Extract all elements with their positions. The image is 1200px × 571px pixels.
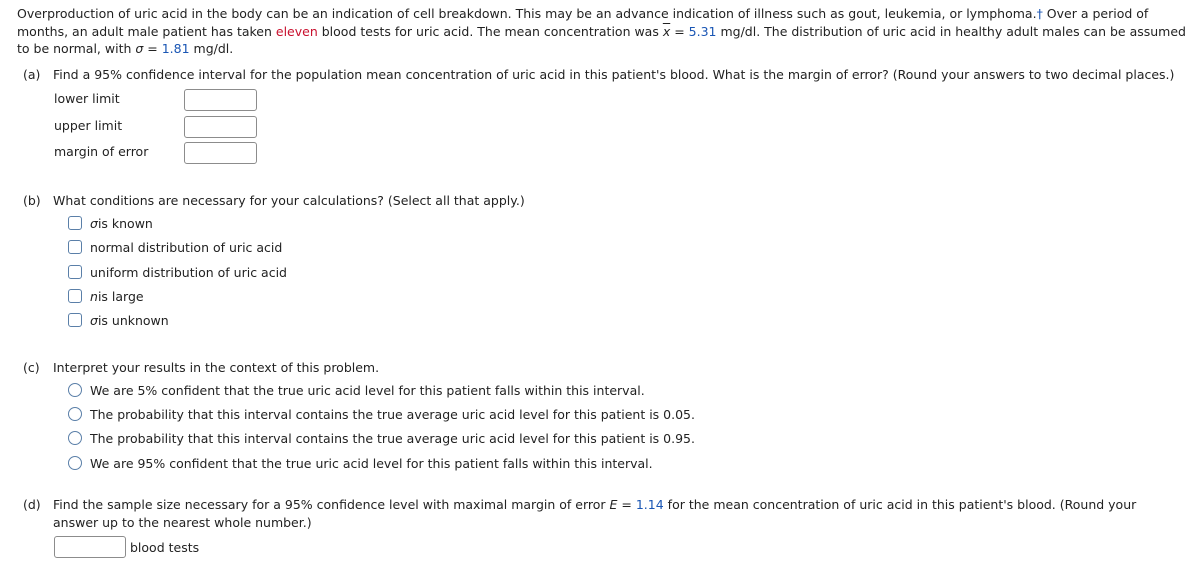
part-c-question: (c) Interpret your results in the context of this problem. bbox=[23, 360, 380, 375]
blood-tests-unit: blood tests bbox=[130, 539, 200, 555]
interpretation-option-4[interactable]: We are 95% confident that the true uric acid level for this patient falls within this interval. bbox=[68, 454, 653, 472]
condition-uniform-distribution[interactable]: uniform distribution of uric acid bbox=[68, 263, 287, 281]
mean-value: 5.31 bbox=[688, 23, 717, 39]
lower-limit-label: lower limit bbox=[54, 91, 120, 106]
upper-limit-input[interactable] bbox=[184, 116, 257, 138]
condition-sigma-known[interactable]: σ is known bbox=[68, 214, 153, 232]
interpretation-option-3[interactable]: The probability that this interval contains the true average uric acid level for this patient is 0.95. bbox=[68, 429, 695, 447]
checkbox[interactable] bbox=[68, 313, 82, 327]
checkbox[interactable] bbox=[68, 216, 82, 230]
condition-sigma-unknown[interactable]: σ is unknown bbox=[68, 311, 169, 329]
footnote-dagger[interactable]: † bbox=[1036, 6, 1043, 21]
interpretation-option-1[interactable]: We are 5% confident that the true uric acid level for this patient falls within this interval. bbox=[68, 381, 645, 399]
problem-intro: Overproduction of uric acid in the body can be an indication of cell breakdown. This may be an advance indication of illness such as gout, leukemia, or lymphoma.† Over a period of months, an adult male patient has taken eleven blood tests for uric acid. The mean concentration was $\overline{x} = 5.31$ mg/dl. The distribution of uric acid in healthy adult males can be assumed to be normal, with σ = 1.81 mg/dl. bbox=[17, 6, 1186, 56]
test-count: eleven bbox=[275, 23, 318, 39]
lower-limit-input[interactable] bbox=[184, 89, 257, 111]
xbar-symbol: $\overline{x}$ bbox=[662, 23, 671, 39]
margin-of-error-input[interactable] bbox=[184, 142, 257, 164]
interpretation-option-2[interactable]: The probability that this interval contains the true average uric acid level for this patient is 0.05. bbox=[68, 405, 695, 423]
sigma-value: 1.81 bbox=[161, 41, 190, 56]
e-value: 1.14 bbox=[635, 497, 664, 512]
checkbox[interactable] bbox=[68, 265, 82, 279]
sample-size-answer bbox=[54, 536, 199, 558]
checkbox[interactable] bbox=[68, 289, 82, 303]
sample-size-input[interactable] bbox=[54, 536, 126, 558]
upper-limit-label: upper limit bbox=[54, 118, 123, 133]
part-d-question: (d) Find the sample size necessary for a 95% confidence level with maximal margin of error E = 1.14 for the mean concentration of uric acid in this patient's blood. (Round your answer up to the nearest whole number.) bbox=[23, 497, 1137, 530]
checkbox[interactable] bbox=[68, 240, 82, 254]
part-a-question: (a) Find a 95% confidence interval for the population mean concentration of uric acid in this patient's blood. What is the margin of error? (Round your answers to two decimal places.) bbox=[23, 67, 1175, 82]
condition-n-large[interactable]: n is large bbox=[68, 287, 144, 305]
condition-normal-distribution[interactable]: normal distribution of uric acid bbox=[68, 238, 282, 256]
margin-of-error-label: margin of error bbox=[54, 144, 149, 159]
radio-button[interactable] bbox=[68, 456, 82, 470]
part-b-question: (b) What conditions are necessary for your calculations? (Select all that apply.) bbox=[23, 193, 525, 208]
radio-button[interactable] bbox=[68, 407, 82, 421]
radio-button[interactable] bbox=[68, 431, 82, 445]
radio-button[interactable] bbox=[68, 383, 82, 397]
